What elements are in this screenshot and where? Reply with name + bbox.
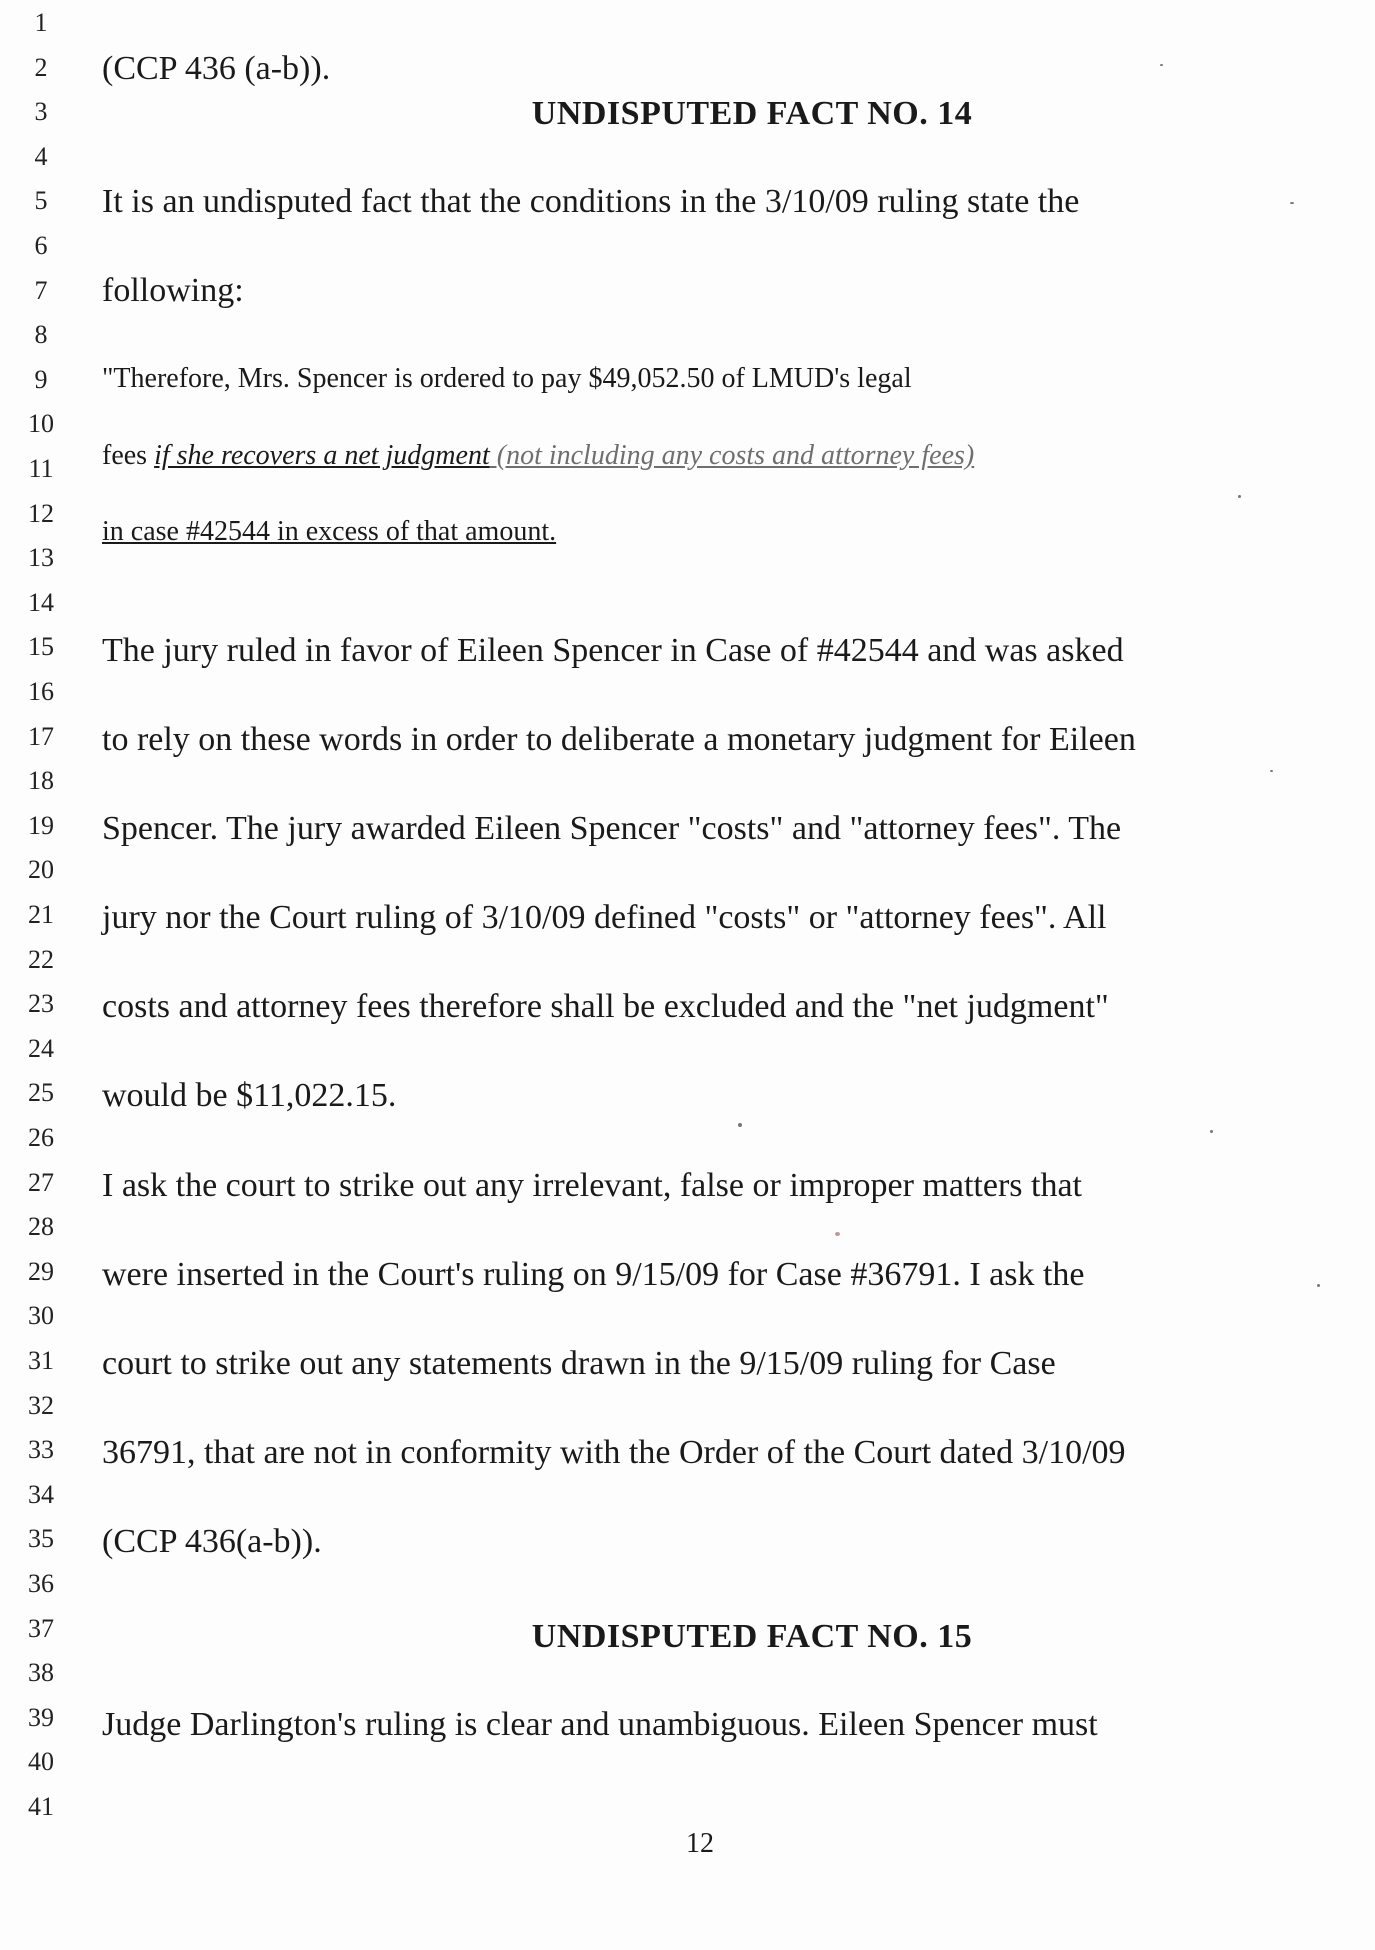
line-number: 20 xyxy=(28,855,54,885)
line-number: 35 xyxy=(28,1524,54,1554)
heading-undisputed-fact-15: UNDISPUTED FACT NO. 15 xyxy=(531,1618,973,1655)
line-number: 31 xyxy=(28,1346,54,1375)
text-line-22: jury nor the Court ruling of 3/10/09 defined "costs" or "attorney fees". All xyxy=(102,899,1107,936)
line-number: 25 xyxy=(28,1078,54,1108)
line-number: 21 xyxy=(28,900,54,929)
line-number: 18 xyxy=(28,766,54,796)
line-number: 13 xyxy=(28,543,54,573)
line-number: 14 xyxy=(28,587,54,617)
quote-line-11-parenthetical: (not including any costs and attorney fees) xyxy=(489,440,975,471)
line-number: 41 xyxy=(28,1792,54,1821)
text-line-28: I ask the court to strike out any irrelevant, false or improper matters that xyxy=(102,1167,1083,1204)
line-number: 30 xyxy=(28,1301,54,1331)
scan-speck xyxy=(738,1123,742,1127)
line-number: 10 xyxy=(28,409,54,439)
line-number: 26 xyxy=(28,1123,54,1152)
page-number: 12 xyxy=(686,1828,714,1859)
quote-line-11 xyxy=(102,439,974,473)
scan-speck xyxy=(1317,1284,1320,1287)
scan-speck xyxy=(835,1232,840,1236)
text-line-36: (CCP 436(a-b)). xyxy=(102,1523,322,1560)
line-number: 37 xyxy=(28,1613,54,1643)
line-number: 12 xyxy=(28,498,54,528)
scan-speck xyxy=(1210,1130,1213,1133)
quote-line-11-underlined: if she recovers a net judgment xyxy=(154,440,490,471)
line-number: 2 xyxy=(34,52,48,82)
quote-line-9: "Therefore, Mrs. Spencer is ordered to pay $49,052.50 of LMUD's legal xyxy=(102,363,912,394)
line-number: 16 xyxy=(28,677,54,706)
text-line-18: to rely on these words in order to deliberate a monetary judgment for Eileen xyxy=(102,721,1136,758)
line-number: 15 xyxy=(28,632,54,662)
line-number: 4 xyxy=(34,141,48,171)
text-line-5: It is an undisputed fact that the conditions in the 3/10/09 ruling state the xyxy=(102,183,1080,220)
quote-line-11-prefix: fees xyxy=(102,440,155,471)
scan-speck xyxy=(1270,770,1273,772)
line-number: 29 xyxy=(28,1256,54,1286)
scan-speck xyxy=(1238,495,1241,498)
line-number: 23 xyxy=(28,989,54,1019)
text-line-26: would be $11,022.15. xyxy=(102,1077,397,1114)
line-number: 32 xyxy=(28,1390,54,1420)
line-number: 33 xyxy=(28,1435,54,1465)
heading-undisputed-fact-14: UNDISPUTED FACT NO. 14 xyxy=(531,95,973,132)
scan-speck xyxy=(1290,202,1294,204)
line-number: 19 xyxy=(28,810,54,840)
text-line-40: Judge Darlington's ruling is clear and unambiguous. Eileen Spencer must xyxy=(102,1706,1098,1743)
line-number: 38 xyxy=(28,1658,54,1688)
text-line-16: The jury ruled in favor of Eileen Spencer in Case of #42544 and was asked xyxy=(102,632,1124,669)
line-number: 8 xyxy=(34,320,48,350)
line-number: 27 xyxy=(28,1167,54,1197)
line-number: 5 xyxy=(34,186,48,216)
text-line-32: court to strike out any statements drawn in the 9/15/09 ruling for Case xyxy=(102,1345,1056,1382)
line-number: 34 xyxy=(28,1479,54,1509)
line-number: 1 xyxy=(34,8,48,37)
line-number: 22 xyxy=(28,944,54,974)
line-number: 28 xyxy=(28,1212,54,1242)
text-line-2: (CCP 436 (a-b)). xyxy=(102,50,331,87)
line-number: 3 xyxy=(34,97,48,127)
line-number: 17 xyxy=(28,721,54,751)
text-line-24: costs and attorney fees therefore shall be excluded and the "net judgment" xyxy=(102,988,1109,1025)
line-number: 36 xyxy=(28,1569,54,1598)
line-number: 11 xyxy=(28,454,54,483)
quote-line-13: in case #42544 in excess of that amount. xyxy=(102,516,557,547)
text-line-20: Spencer. The jury awarded Eileen Spencer "costs" and "attorney fees". The xyxy=(102,810,1122,847)
line-number: 24 xyxy=(28,1033,54,1063)
line-number: 39 xyxy=(28,1702,54,1732)
line-number: 40 xyxy=(28,1747,54,1777)
scan-speck xyxy=(1160,64,1163,66)
text-line-7: following: xyxy=(102,272,244,309)
text-line-30: were inserted in the Court's ruling on 9/15/09 for Case #36791. I ask the xyxy=(102,1256,1085,1293)
line-number: 9 xyxy=(34,364,48,394)
text-line-34: 36791, that are not in conformity with the Order of the Court dated 3/10/09 xyxy=(102,1434,1126,1471)
line-number: 6 xyxy=(34,231,48,260)
line-number: 7 xyxy=(34,275,48,305)
